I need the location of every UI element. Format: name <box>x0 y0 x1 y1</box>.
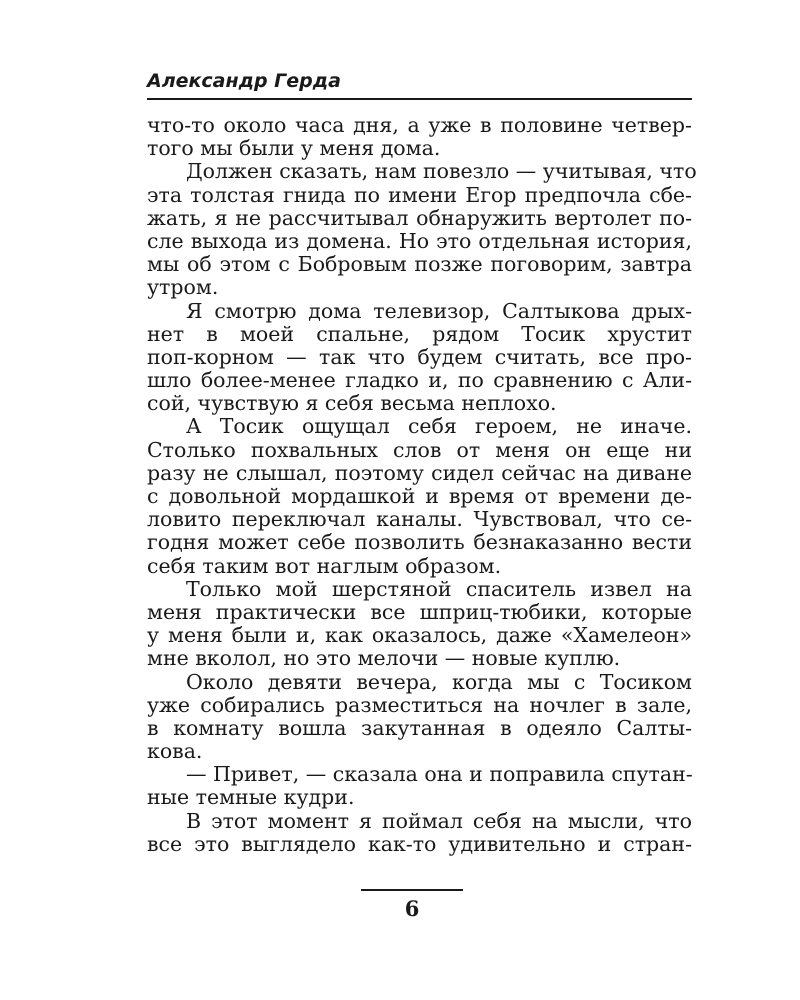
text-line: все это выглядело как-то удивительно и стран- <box>147 831 692 856</box>
text-line: себя таким вот наглым образом. <box>147 553 502 578</box>
text-line: того мы были у меня дома. <box>147 136 441 161</box>
text-line: А Тосик ощущал себя героем, не иначе. <box>186 414 692 439</box>
body-text <box>147 113 697 856</box>
text-line: в комнату вошла закутанная в одеяло Салты- <box>147 715 692 740</box>
text-line: жать, я не рассчитывал обнаружить вертолет по- <box>147 205 692 230</box>
text-line: поп-корном — так что будем считать, все про- <box>147 344 692 369</box>
text-line: шло более-менее гладко и, по сравнению с Али- <box>147 368 692 393</box>
text-line: Около девяти вечера, когда мы с Тосиком <box>186 669 692 694</box>
text-line: ные темные кудри. <box>147 785 355 810</box>
text-line: Я смотрю дома телевизор, Салтыкова дрых- <box>186 298 692 323</box>
running-head-author: Александр Герда <box>147 70 341 92</box>
footer-rule <box>361 889 463 891</box>
text-line: меня практически все шприц-тюбики, которые <box>147 599 692 624</box>
text-line: годня может себе позволить безнаказанно вести <box>147 530 692 555</box>
text-line: с довольной мордашкой и время от времени де- <box>147 484 692 508</box>
text-line: нет в моей спальне, рядом Тосик хрустит <box>147 321 692 346</box>
text-line: что-то около часа дня, а уже в половине четвер- <box>147 113 692 137</box>
text-line: В этот момент я поймал себя на мысли, что <box>186 808 692 833</box>
text-line: эта толстая гнида по имени Егор предпочла сбе- <box>147 182 692 207</box>
text-line: кова. <box>147 739 203 764</box>
text-line: уже собирались разместиться на ночлег в зале, <box>147 692 692 717</box>
text-line: сой, чувствую я себя весьма неплохо. <box>147 391 557 416</box>
text-line: — Привет, — сказала она и поправила спутан- <box>186 762 693 787</box>
text-line: мне вколол, но это мелочи — новые куплю. <box>147 646 621 671</box>
text-line: разу не слышал, поэтому сидел сейчас на диване <box>147 460 692 485</box>
text-line: у меня были и, как оказалось, даже «Хамелеон» <box>147 623 692 648</box>
text-line: Столько похвальных слов от меня он еще ни <box>147 437 692 462</box>
text-line: сле выхода из домена. Но это отдельная история, <box>147 228 692 253</box>
header-rule <box>147 98 692 100</box>
text-line: утром. <box>147 275 219 300</box>
text-line: мы об этом с Бобровым позже поговорим, завтра <box>147 252 692 277</box>
text-line: Только мой шерстяной спаситель извел на <box>186 576 692 601</box>
text-line: Должен сказать, нам повезло — учитывая, что <box>186 159 697 184</box>
text-line: ловито переключал каналы. Чувствовал, что се- <box>147 507 692 532</box>
page-number: 6 <box>404 896 420 921</box>
